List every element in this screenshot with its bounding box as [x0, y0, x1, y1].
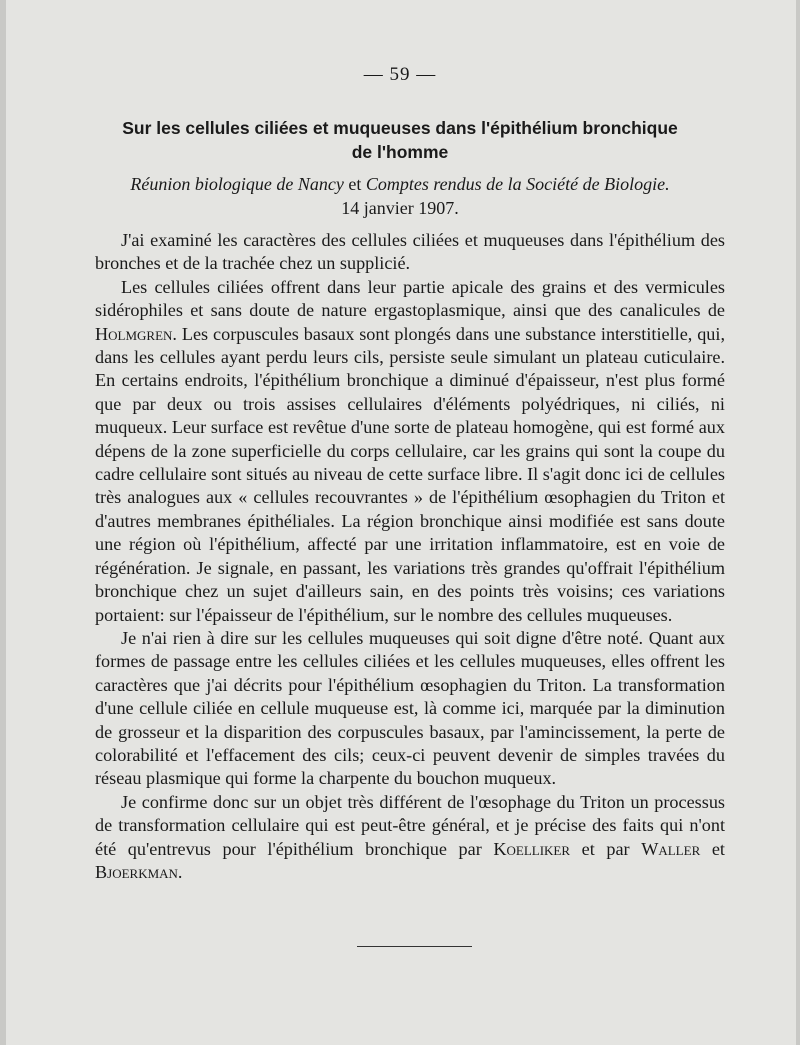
paragraph-4-end: . — [177, 861, 183, 882]
source-part-2: Comptes rendus de la Société de Biologie. — [365, 174, 670, 194]
author-name-koelliker: Koelliker — [493, 838, 571, 859]
source-date: 14 janvier 1907. — [341, 198, 459, 218]
paragraph-3: Je n'ai rien à dire sur les cellules muqueuses qui soit digne d'être noté. Quant aux formes de passage entre les cellules ciliées et les cellules muqueuses, elles offrent les caractères que j'ai décrits pour l'épithélium œsophagien du Triton. La transformation d'une cellule ciliée en cellule muqueuse est, là comme ici, marquée par la diminution de grosseur et la disparition des corpuscules basaux, par l'amincissement, la perte de colorabilité et l'effacement des cils; ceux-ci peuvent devenir de simples travées du réseau plasmique qui forme la charpente du bouchon muqueux. — [95, 627, 725, 789]
title-line-2: de l'homme — [351, 142, 449, 162]
paragraph-2 — [95, 276, 725, 627]
paragraph-4-and: et — [700, 838, 730, 859]
paragraph-1: J'ai examiné les caractères des cellules ciliées et muqueuses dans l'épithélium des bronches et de la trachée chez un supplicié. — [95, 230, 725, 274]
article-title — [100, 116, 700, 164]
paragraph-2-end: . Les corpuscules basaux sont plongés dans une substance interstitielle, qui, dans les cellules ayant perdu leurs cils, persiste seule simulant un plateau cuticulaire. En certains endroits, l'épithélium bronchique a diminué d'épaisseur, n'est plus formé que par deux ou trois assises cellulaires d'éléments polyédriques, ni ciliés, ni muqueux. Leur surface est revêtue d'une sorte de plateau homogène, qui est formé aux dépens de la zone superficielle du corps cellulaire, car les grains qui sont la coupe du cadre cellulaire sont situés au niveau de cette surface libre. Il s'agit donc ici de cellules très analogues aux « cellules recouvrantes » de l'épithélium œsophagien du Triton et d'autres membranes épithéliales. La région bronchique ainsi modifiée est sans doute une région où l'épithélium, affecté par une irritation inflammatoire, est en voie de régénération. Je signale, en passant, les variations très grandes qu'offrait l'épithélium bronchique chez un sujet d'ailleurs sain, en des points très voisins; ces variations portaient: sur l'épaisseur de l'épithélium, sur le nombre des cellules muqueuses. — [95, 323, 725, 625]
page-number: — 59 — — [363, 64, 437, 85]
title-line-1: Sur les cellules ciliées et muqueuses dans l'épithélium bronchique — [122, 118, 678, 138]
author-name-holmgren: Holmgren — [95, 323, 173, 344]
source-and: et — [343, 174, 366, 194]
source-citation — [100, 172, 700, 220]
paragraph-2-start: Les cellules ciliées offrent dans leur partie apicale des grains et des vermicules sidérophiles et sans doute de nature ergastoplasmique, ainsi que des canalicules de — [95, 276, 725, 321]
paragraph-4-mid: et par — [570, 838, 642, 859]
paragraph-4 — [95, 791, 730, 885]
source-line — [100, 172, 700, 196]
author-name-waller: Waller — [641, 838, 701, 859]
article-body — [95, 229, 730, 884]
end-rule — [357, 946, 472, 947]
author-name-bjoerkman: Bjoerkman — [95, 861, 178, 882]
source-part-1: Réunion biologique de Nancy — [130, 174, 344, 194]
paragraph-4-start: Je confirme donc sur un objet très différent de l'œsophage du Triton un processus de transformation cellulaire qui est peut-être général, et je précise des faits qui n'ont été qu'entrevus pour l'épithélium bronchique par — [95, 791, 725, 859]
